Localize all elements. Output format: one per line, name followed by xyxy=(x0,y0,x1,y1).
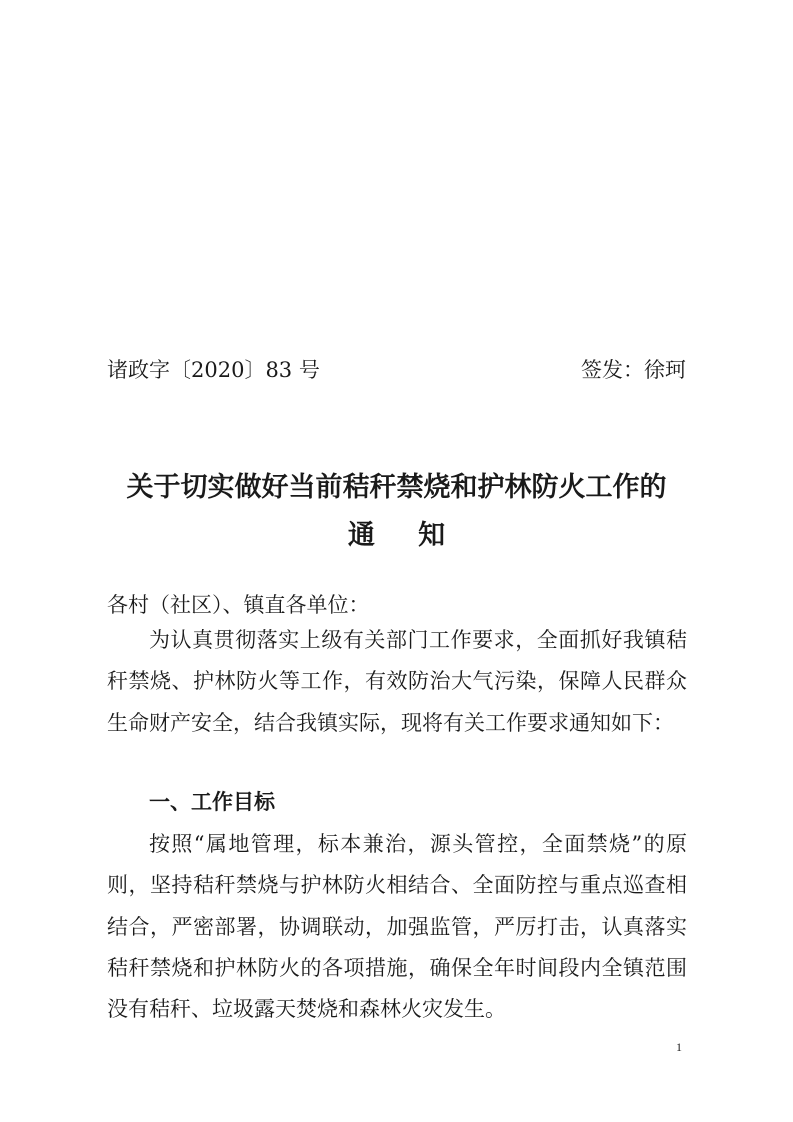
section-heading-work-goals: 一、工作目标 xyxy=(149,790,275,814)
intro-paragraph: 为认真贯彻落实上级有关部门工作要求，全面抓好我镇秸秆禁烧、护林防火等工作，有效防治大气污染，保障人民群众生命财产安全，结合我镇实际，现将有关工作要求通知如下： xyxy=(107,628,687,735)
work-goals-paragraph: 按照“属地管理，标本兼治，源头管控，全面禁烧”的原则，坚持秸秆禁烧与护林防火相结合、全面防控与重点巡查相结合，严密部署，协调联动，加强监管，严厉打击，认真落实秸秆禁烧和护林防火的各项措施，确保全年时间段内全镇范围没有秸秆、垃圾露天焚烧和森林火灾发生。 xyxy=(107,832,687,1022)
salutation: 各村（社区）、镇直各单位： xyxy=(107,593,370,617)
document-header-row xyxy=(107,352,686,388)
document-number: 诸政字〔2020〕83 号 xyxy=(107,358,320,382)
document-title-line-1: 关于切实做好当前秸秆禁烧和护林防火工作的 xyxy=(126,472,667,503)
document-title-line-2 xyxy=(60,516,733,556)
document-title-notice: 通知 xyxy=(347,520,489,551)
page-number: 1 xyxy=(676,1040,682,1054)
signer: 签发：徐珂 xyxy=(581,358,686,382)
